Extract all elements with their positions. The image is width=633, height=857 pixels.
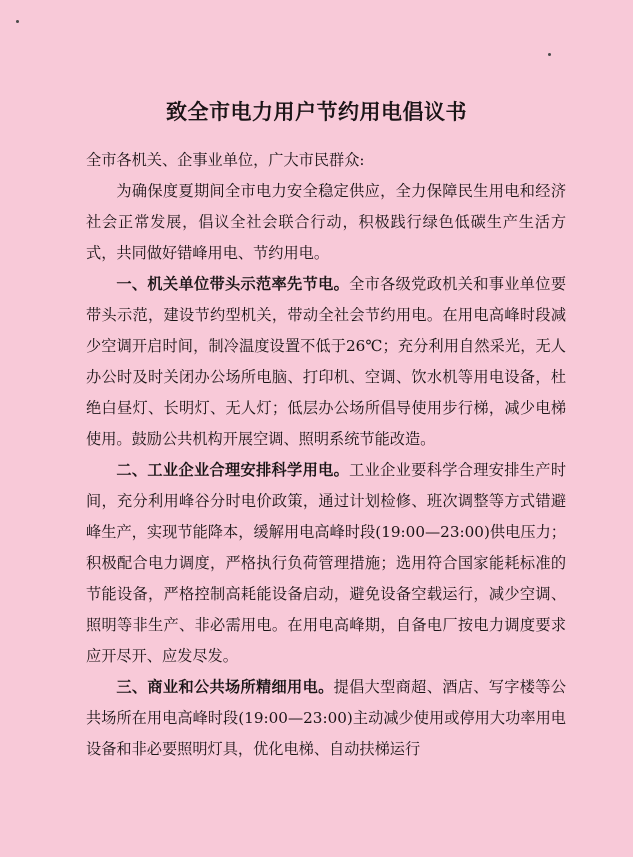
section-paragraph	[86, 269, 566, 455]
section-heading: 二、工业企业合理安排科学用电。	[116, 461, 350, 479]
section-paragraph	[86, 455, 566, 672]
section-paragraph	[86, 672, 566, 765]
intro-paragraph: 为确保度夏期间全市电力安全稳定供应，全力保障民生用电和经济社会正常发展，倡议全社会联合行动，积极践行绿色低碳生产生活方式，共同做好错峰用电、节约用电。	[86, 182, 566, 262]
section-heading: 三、商业和公共场所精细用电。	[116, 678, 334, 696]
scan-speck	[16, 20, 19, 23]
document-title: 致全市电力用户节约用电倡议书	[166, 100, 467, 124]
salutation: 全市各机关、企事业单位，广大市民群众:	[86, 151, 365, 169]
document-body	[86, 145, 566, 765]
section-text: 提倡大型商超、酒店、写字楼等公共场所在用电高峰时段(19:00—23:00)主动减少使用或停用大功率用电设备和非必要照明灯具，优化电梯、自动扶梯运行	[86, 678, 567, 758]
section-text: 全市各级党政机关和事业单位要带头示范，建设节约型机关，带动全社会节约用电。在用电高峰时段减少空调开启时间，制冷温度设置不低于26℃；充分利用自然采光，无人办公时及时关闭办公场所电脑、打印机、空调、饮水机等用电设备，杜绝白昼灯、长明灯、无人灯；低层办公场所倡导使用步行梯，减少电梯使用。鼓励公共机构开展空调、照明系统节能改造。	[86, 275, 567, 448]
scan-speck	[548, 53, 551, 56]
section-heading: 一、机关单位带头示范率先节电。	[116, 275, 350, 293]
section-text: 工业企业要科学合理安排生产时间，充分利用峰谷分时电价政策，通过计划检修、班次调整等方式错避峰生产，实现节能降本，缓解用电高峰时段(19:00—23:00)供电压力；积极配合电力调度，严格执行负荷管理措施；选用符合国家能耗标准的节能设备，严格控制高耗能设备启动，避免设备空载运行，减少空调、照明等非生产、非必需用电。在用电高峰期，自备电厂按电力调度要求应开尽开、应发尽发。	[86, 461, 567, 665]
